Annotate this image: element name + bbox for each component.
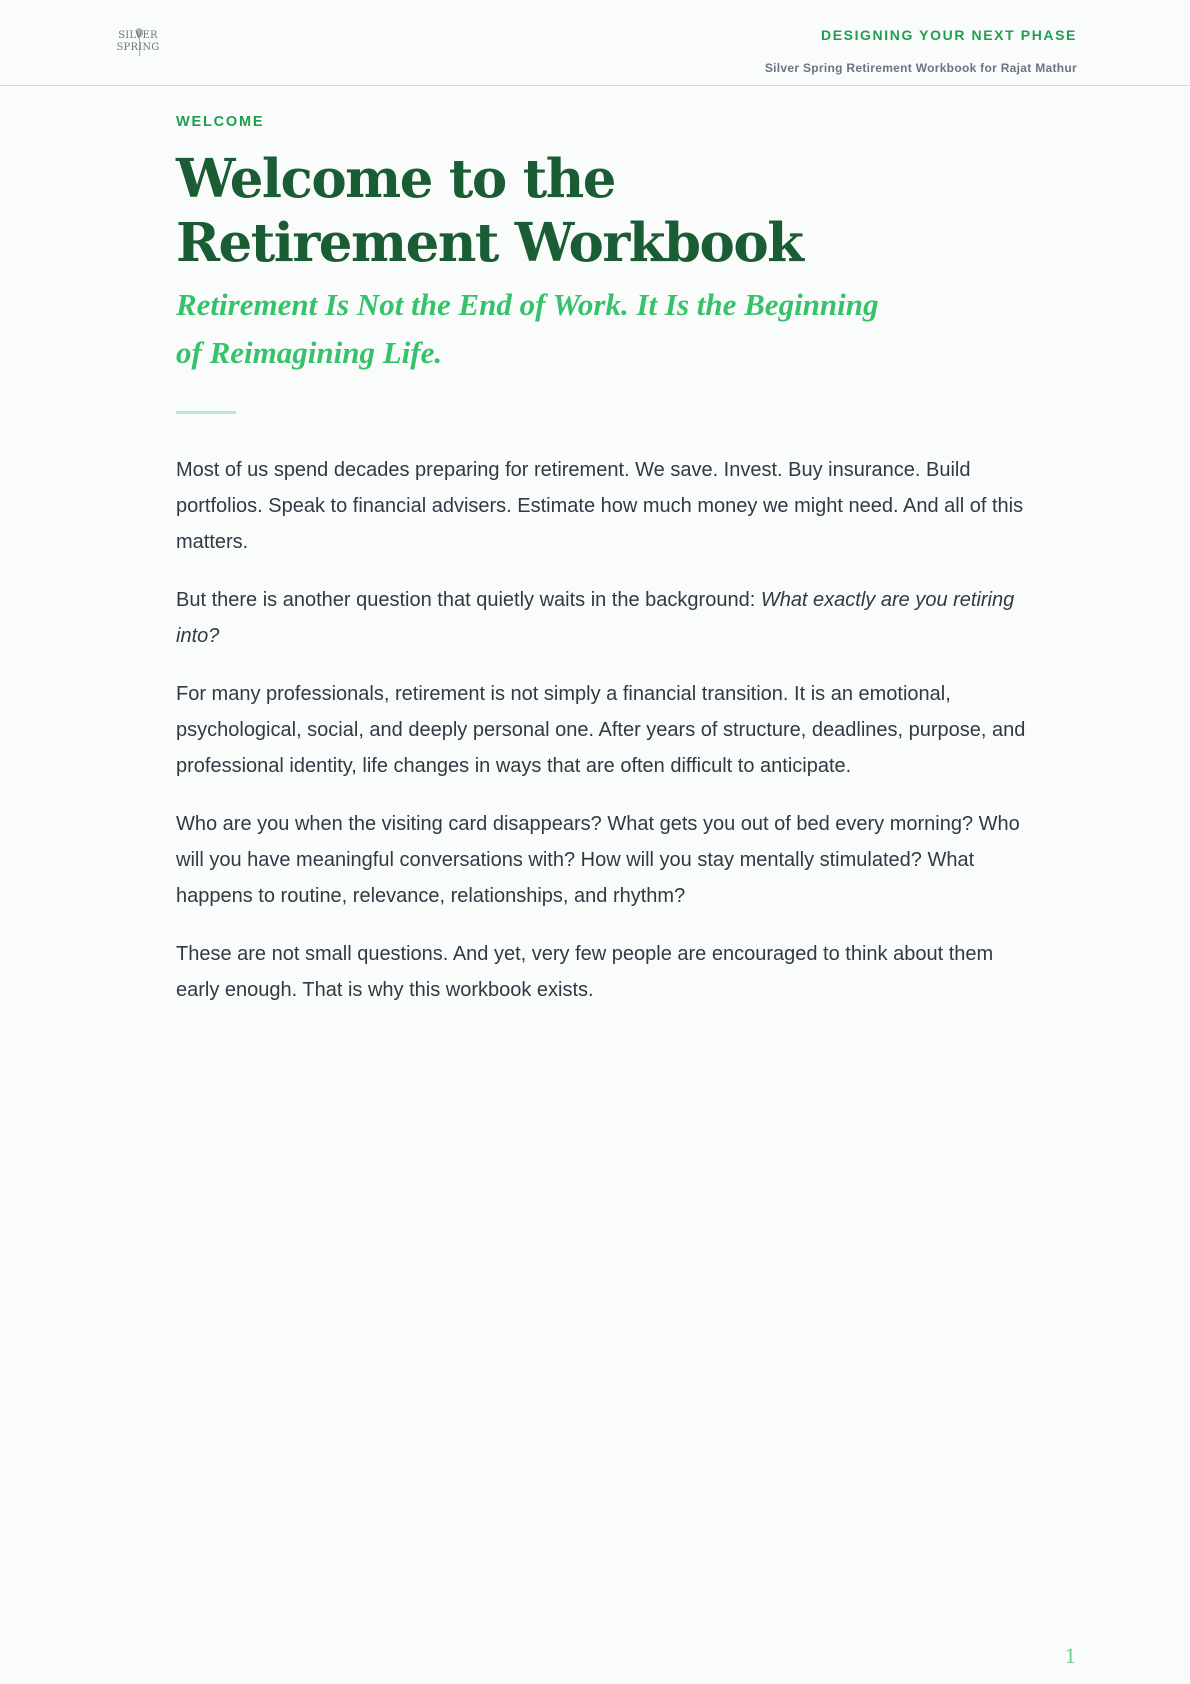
paragraph-4: Who are you when the visiting card disappears? What gets you out of bed every morning? Who will you have meaningful conversations with? How will you stay mentally stimulated? What happens to routine, relevance, relationships, and rhythm?	[176, 813, 1020, 907]
logo-text-line2: SPRING	[116, 42, 160, 53]
page-number: 1	[1064, 1644, 1077, 1668]
paragraph-1: Most of us spend decades preparing for retirement. We save. Invest. Buy insurance. Build portfolios. Speak to financial advisers. Estimate how much money we might need. And all of this matters.	[176, 459, 1024, 553]
section-label: WELCOME	[176, 114, 265, 130]
paragraph-5: These are not small questions. And yet, very few people are encouraged to think about them early enough. That is why this workbook exists.	[176, 943, 994, 1001]
page-title	[176, 147, 1026, 275]
page-header	[0, 0, 1190, 86]
page-subtitle: Retirement Is Not the End of Work. It Is the Beginning of Reimagining Life.	[176, 287, 879, 370]
paragraph-2-emphasis: What exactly are you retiring into?	[176, 589, 1015, 647]
logo-text-line1: SILVER	[118, 30, 158, 41]
paragraph-3: For many professionals, retirement is not simply a financial transition. It is an emotional, psychological, social, and deeply personal one. After years of structure, deadlines, purpose, and professional identity, life changes in ways that are often difficult to anticipate.	[176, 683, 1026, 777]
main-content	[176, 112, 1026, 1030]
page-title-line1: Welcome to the	[176, 148, 615, 210]
silver-spring-logo	[116, 30, 160, 54]
paragraph-2	[176, 582, 1026, 654]
page-title-line2: Retirement Workbook	[176, 212, 803, 274]
section-divider	[176, 411, 236, 414]
header-subtitle: Silver Spring Retirement Workbook for Rajat Mathur	[764, 61, 1077, 75]
header-kicker: DESIGNING YOUR NEXT PHASE	[820, 27, 1077, 43]
body-text	[176, 452, 1026, 1008]
paragraph-2-text: But there is another question that quietly waits in the background:	[176, 589, 761, 611]
